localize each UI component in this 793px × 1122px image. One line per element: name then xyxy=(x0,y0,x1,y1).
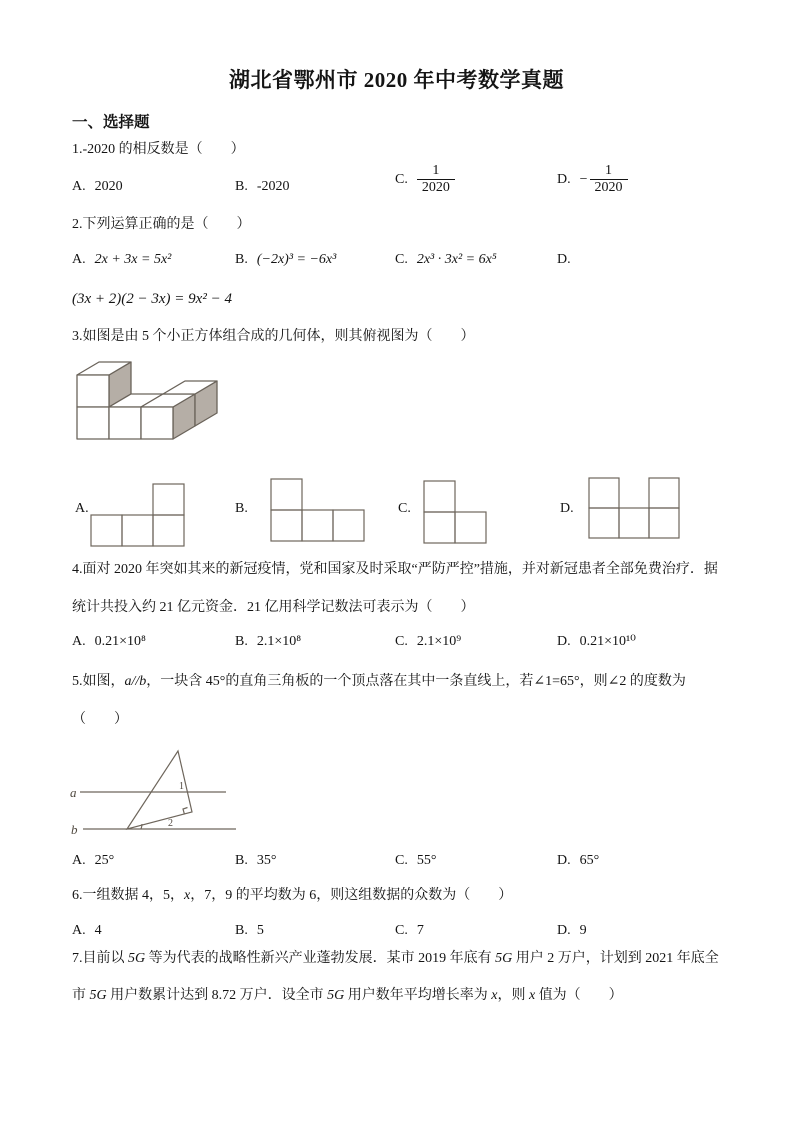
cube-face-front xyxy=(109,407,141,439)
q7-5g-term: 5G xyxy=(89,988,107,1003)
q2-option-d-formula: (3x + 2)(2 − 3x) = 9x² − 4 xyxy=(72,291,232,307)
q4-option-c xyxy=(395,632,461,651)
q6-text-seg3: ，7，9 的平均数为 6，则这组数据的众数为（ ） xyxy=(190,888,513,903)
q4-option-d-label: D. xyxy=(557,634,571,649)
q1-option-b-label: B. xyxy=(235,179,248,194)
q4-option-a xyxy=(72,632,146,651)
q5-option-d-label: D. xyxy=(557,853,571,868)
q2-option-d xyxy=(557,250,580,269)
q6-option-d-label: D. xyxy=(557,923,571,938)
q5-option-b-value: 35° xyxy=(256,853,277,868)
question-1-text: 1.-2020 的相反数是（ ） xyxy=(72,142,245,157)
q3-option-d-label: D. xyxy=(560,501,574,516)
q3-option-d-shape xyxy=(588,477,682,540)
cube-face-front xyxy=(141,407,173,439)
q4-option-b xyxy=(235,632,301,651)
angle-2-label: 2 xyxy=(168,818,173,829)
question-5-text-line1 xyxy=(72,672,686,691)
cube-face-front xyxy=(77,375,109,407)
q1-option-b xyxy=(235,177,290,196)
parallel-lines-triangle-figure xyxy=(58,736,258,844)
q6-option-d xyxy=(557,921,587,940)
q7-l2-seg7: ，则 xyxy=(497,988,529,1003)
q4-option-a-value: 0.21×10⁸ xyxy=(94,634,146,649)
q2-option-c xyxy=(395,250,497,269)
q4-option-b-value: 2.1×10⁸ xyxy=(256,634,302,649)
q4-option-d-value: 0.21×10¹⁰ xyxy=(579,634,636,649)
q6-text-seg1: 6.一组数据 4，5， xyxy=(72,888,184,903)
q2-option-c-formula: 2x³ · 3x² = 6x⁵ xyxy=(416,252,497,267)
q7-5g-term: 5G xyxy=(327,988,345,1003)
q7-l2-seg5: 用户数年平均增长率为 xyxy=(344,988,492,1003)
question-2-text: 2.下列运算正确的是（ ） xyxy=(72,217,251,232)
q5-text-seg3: ，一块含 45°的直角三角板的一个顶点落在其中一条直线上，若∠1=65°，则∠2 的度数为 xyxy=(146,674,686,689)
q3-option-c-shape xyxy=(423,480,489,545)
q6-option-b xyxy=(235,921,264,940)
q5-option-a-label: A. xyxy=(72,853,86,868)
q1-option-b-value: -2020 xyxy=(256,179,290,194)
q6-option-a-value: 4 xyxy=(94,923,102,938)
q6-option-b-value: 5 xyxy=(256,923,264,938)
q1-option-d-numerator: 1 xyxy=(590,163,628,180)
q4-option-d xyxy=(557,632,636,651)
q1-option-a-label: A. xyxy=(72,179,86,194)
q7-l2-seg3: 用户数累计达到 8.72 万户．设全市 xyxy=(106,988,328,1003)
q4-option-a-label: A. xyxy=(72,634,86,649)
q5-text-seg1: 5.如图， xyxy=(72,674,125,689)
q2-option-a xyxy=(72,250,171,269)
question-3-text: 3.如图是由 5 个小正方体组合成的几何体，则其俯视图为（ ） xyxy=(72,329,475,344)
q2-option-b xyxy=(235,250,336,269)
q1-option-a-value: 2020 xyxy=(94,179,123,194)
q5-parallel-lines-notation: a//b xyxy=(124,674,147,689)
q5-option-b-label: B. xyxy=(235,853,248,868)
q7-variable-x: x xyxy=(491,988,498,1003)
q2-option-a-label: A. xyxy=(72,252,86,267)
line-a-label: a xyxy=(70,785,77,800)
section-heading: 一、选择题 xyxy=(72,114,150,131)
q1-option-d-fraction xyxy=(590,163,628,196)
question-7-text-line1 xyxy=(72,949,719,968)
q5-option-c xyxy=(395,851,436,870)
q5-option-d-value: 65° xyxy=(579,853,600,868)
q4-option-c-value: 2.1×10⁹ xyxy=(416,634,462,649)
composite-cubes-figure xyxy=(64,352,234,447)
q5-option-a xyxy=(72,851,114,870)
q7-l2-seg1: 市 xyxy=(72,988,90,1003)
q6-option-a-label: A. xyxy=(72,923,86,938)
q1-option-c-label: C. xyxy=(395,172,408,188)
q7-variable-x: x xyxy=(528,988,536,1003)
cube-face-front xyxy=(77,407,109,439)
q5-option-a-value: 25° xyxy=(94,853,115,868)
q6-option-d-value: 9 xyxy=(579,923,587,938)
q7-l1-seg5: 用户 2 万户，计划到 2021 年底全 xyxy=(512,951,719,966)
q6-variable-x: x xyxy=(184,888,191,903)
question-4-text-line1: 4.面对 2020 年突如其来的新冠疫情，党和国家及时采取“严防严控”措施，并对新冠患者全部免费治疗．据 xyxy=(72,562,718,577)
q6-option-b-label: B. xyxy=(235,923,248,938)
q2-option-b-formula: (−2x)³ = −6x³ xyxy=(256,252,337,267)
q6-option-a xyxy=(72,921,102,940)
q6-option-c-label: C. xyxy=(395,923,408,938)
q7-l1-seg1: 7.目前以 xyxy=(72,951,128,966)
angle-1-label: 1 xyxy=(179,781,184,792)
q3-option-a-label: A. xyxy=(75,501,89,516)
q6-option-c xyxy=(395,921,424,940)
page-title: 湖北省鄂州市 2020 年中考数学真题 xyxy=(229,68,564,92)
q1-option-d-minus-sign: − xyxy=(579,172,588,188)
q5-option-d xyxy=(557,851,599,870)
q5-option-c-value: 55° xyxy=(416,853,437,868)
q7-l2-seg9: 值为（ ） xyxy=(535,988,623,1003)
q2-option-a-formula: 2x + 3x = 5x² xyxy=(94,252,172,267)
q1-option-d xyxy=(557,163,628,196)
q1-option-c-denominator: 2020 xyxy=(421,180,450,196)
q1-option-d-denominator: 2020 xyxy=(594,180,623,196)
question-6-text xyxy=(72,886,512,905)
q1-option-c xyxy=(395,163,455,196)
q2-option-b-label: B. xyxy=(235,252,248,267)
question-7-text-line2 xyxy=(72,986,623,1005)
q7-5g-term: 5G xyxy=(495,951,513,966)
q5-option-b xyxy=(235,851,276,870)
q3-option-b-shape xyxy=(270,478,366,543)
line-b-label: b xyxy=(71,822,78,837)
q7-5g-term: 5G xyxy=(128,951,146,966)
q5-option-c-label: C. xyxy=(395,853,408,868)
q1-option-c-numerator: 1 xyxy=(417,163,455,180)
q4-option-b-label: B. xyxy=(235,634,248,649)
q6-option-c-value: 7 xyxy=(416,923,424,938)
question-5-text-line2: （ ） xyxy=(72,712,128,727)
q7-l1-seg3: 等为代表的战略性新兴产业蓬勃发展．某市 2019 年底有 xyxy=(145,951,496,966)
q1-option-a xyxy=(72,177,123,196)
q2-option-c-label: C. xyxy=(395,252,408,267)
q3-option-c-label: C. xyxy=(398,501,411,516)
q2-option-d-label: D. xyxy=(557,252,571,267)
q1-option-d-label: D. xyxy=(557,172,571,188)
q3-option-a-shape xyxy=(90,483,186,548)
question-4-text-line2: 统计共投入约 21 亿元资金．21 亿用科学记数法可表示为（ ） xyxy=(72,600,475,615)
q1-option-c-fraction xyxy=(417,163,455,196)
q4-option-c-label: C. xyxy=(395,634,408,649)
q3-option-b-label: B. xyxy=(235,501,248,516)
